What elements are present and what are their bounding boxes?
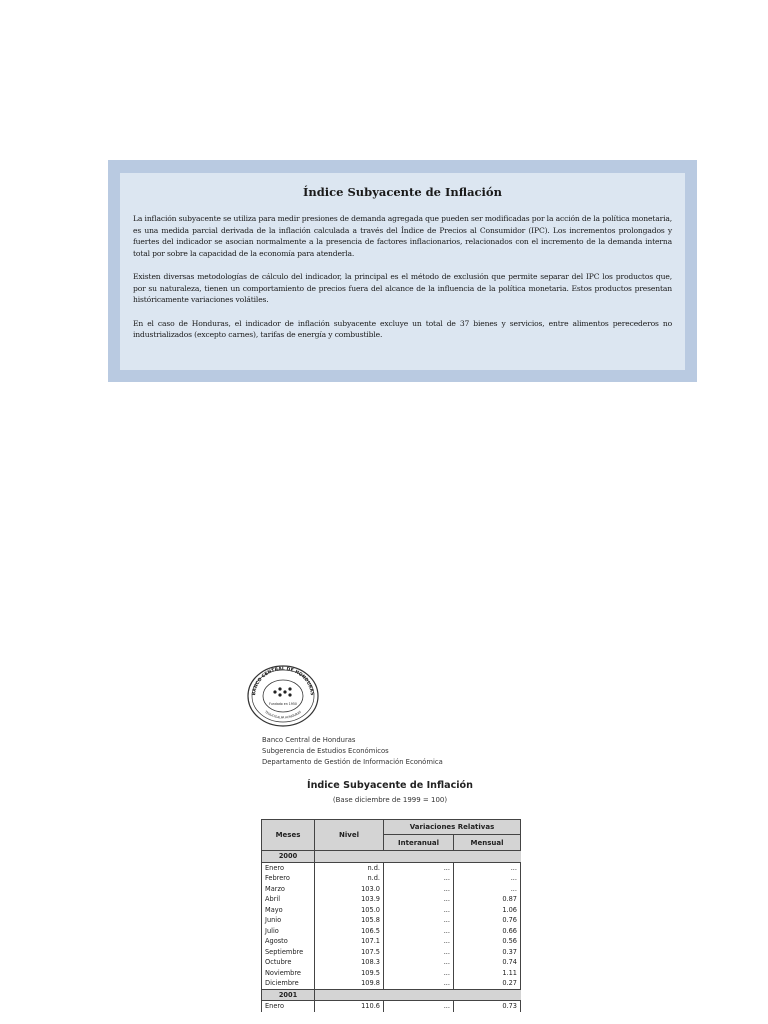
cell-interanual: ... (384, 957, 454, 968)
table-row (262, 978, 521, 989)
cell-mes: Abril (262, 894, 315, 905)
info-box (108, 160, 697, 382)
table-row (262, 873, 521, 884)
cell-mes: Marzo (262, 884, 315, 895)
inflation-table (261, 819, 521, 1012)
cell-mes: Septiembre (262, 947, 315, 958)
cell-interanual: ... (384, 873, 454, 884)
header-interanual: Interanual (384, 835, 454, 851)
cell-mensual: 0.76 (454, 915, 521, 926)
cell-mensual: 0.87 (454, 894, 521, 905)
cell-mes: Mayo (262, 905, 315, 916)
cell-interanual: ... (384, 947, 454, 958)
table-row (262, 1001, 521, 1012)
cell-mes: Diciembre (262, 978, 315, 989)
info-paragraph: Existen diversas metodologías de cálculo del indicador, la principal es el método de exclusión que permite separar del IPC los productos que, por su naturaleza, tienen un comportamiento de precios fuera del alcance de la influencia de la política monetaria. Estos productos presentan históricamente variaciones volátiles. (133, 272, 672, 304)
cell-interanual: ... (384, 915, 454, 926)
year-row-blank (315, 851, 384, 863)
svg-text:BANCO CENTRAL DE HONDURAS: BANCO CENTRAL DE HONDURAS (252, 666, 314, 696)
cell-mensual: 0.37 (454, 947, 521, 958)
cell-interanual: ... (384, 862, 454, 873)
cell-nivel: 109.5 (315, 968, 384, 979)
cell-nivel: 103.0 (315, 884, 384, 895)
cell-mes: Agosto (262, 936, 315, 947)
cell-nivel: 107.5 (315, 947, 384, 958)
table-row (262, 862, 521, 873)
cell-mes: Noviembre (262, 968, 315, 979)
cell-nivel: 107.1 (315, 936, 384, 947)
svg-text:TEGUCIGALPA HONDURAS: TEGUCIGALPA HONDURAS (264, 709, 302, 720)
header-meses: Meses (262, 820, 315, 851)
cell-mensual: 0.56 (454, 936, 521, 947)
org-line: Banco Central de Honduras (262, 736, 356, 744)
year-row-blank (384, 851, 454, 863)
table-row (262, 894, 521, 905)
cell-mensual: 0.27 (454, 978, 521, 989)
cell-interanual: ... (384, 926, 454, 937)
year-row-blank (454, 989, 521, 1001)
year-row-blank (315, 989, 384, 1001)
cell-interanual: ... (384, 894, 454, 905)
table-row (262, 915, 521, 926)
cell-mes: Junio (262, 915, 315, 926)
table-row (262, 884, 521, 895)
bank-seal-logo (246, 663, 320, 727)
header-variaciones: Variaciones Relativas (384, 820, 521, 835)
cell-interanual: ... (384, 884, 454, 895)
info-paragraph: En el caso de Honduras, el indicador de inflación subyacente excluye un total de 37 bienes y servicios, entre alimentos perecederos no industrializados (excepto carnes), tarifas de energía y combustible. (133, 318, 672, 339)
cell-nivel: n.d. (315, 873, 384, 884)
info-box-content (120, 173, 685, 370)
table-row (262, 947, 521, 958)
year-row-blank (384, 989, 454, 1001)
year-row-blank (454, 851, 521, 863)
cell-mes: Febrero (262, 873, 315, 884)
cell-interanual: ... (384, 905, 454, 916)
table-row (262, 936, 521, 947)
cell-nivel: 105.8 (315, 915, 384, 926)
info-paragraph: La inflación subyacente se utiliza para medir presiones de demanda agregada que pueden ser modificadas por la acción de la política monetaria, es una medida parcial derivada de la inflación calculada a través del Índice de Precios al Consumidor (IPC). Los incrementos prolongados y fuertes del indicador se asocian normalmente a la presencia de factores inflacionarios, relacionados con el incremento de la demanda interna total por sobre la capacidad de la economía para atenderla. (133, 214, 672, 258)
year-row (262, 851, 521, 863)
org-line: Departamento de Gestión de Información Económica (262, 758, 443, 766)
table-row (262, 926, 521, 937)
svg-text:Fundado en 1950: Fundado en 1950 (269, 702, 297, 706)
cell-nivel: n.d. (315, 862, 384, 873)
year-label: 2000 (262, 851, 315, 863)
table-row (262, 968, 521, 979)
cell-mensual: 0.66 (454, 926, 521, 937)
cell-mensual: ... (454, 862, 521, 873)
year-label: 2001 (262, 989, 315, 1001)
header-nivel: Nivel (315, 820, 384, 851)
table-row (262, 905, 521, 916)
org-line: Subgerencia de Estudios Económicos (262, 747, 389, 755)
cell-nivel: 106.5 (315, 926, 384, 937)
table-title: Índice Subyacente de Inflación (307, 780, 473, 791)
organization-lines (262, 735, 443, 768)
year-row (262, 989, 521, 1001)
cell-interanual: ... (384, 936, 454, 947)
info-title: Índice Subyacente de Inflación (303, 185, 502, 199)
cell-mes: Octubre (262, 957, 315, 968)
cell-nivel: 110.6 (315, 1001, 384, 1012)
cell-mensual: 0.73 (454, 1001, 521, 1012)
cell-nivel: 108.3 (315, 957, 384, 968)
cell-interanual: ... (384, 978, 454, 989)
cell-mes: Julio (262, 926, 315, 937)
cell-mes: Enero (262, 1001, 315, 1012)
table-row (262, 957, 521, 968)
header-mensual: Mensual (454, 835, 521, 851)
table-subtitle: (Base diciembre de 1999 = 100) (332, 796, 448, 804)
cell-nivel: 103.9 (315, 894, 384, 905)
cell-nivel: 105.0 (315, 905, 384, 916)
cell-interanual: ... (384, 1001, 454, 1012)
cell-mensual: 0.74 (454, 957, 521, 968)
cell-mensual: ... (454, 873, 521, 884)
cell-mensual: ... (454, 884, 521, 895)
cell-mensual: 1.06 (454, 905, 521, 916)
table-body (262, 851, 521, 1012)
cell-mes: Enero (262, 862, 315, 873)
cell-mensual: 1.11 (454, 968, 521, 979)
cell-interanual: ... (384, 968, 454, 979)
cell-nivel: 109.8 (315, 978, 384, 989)
